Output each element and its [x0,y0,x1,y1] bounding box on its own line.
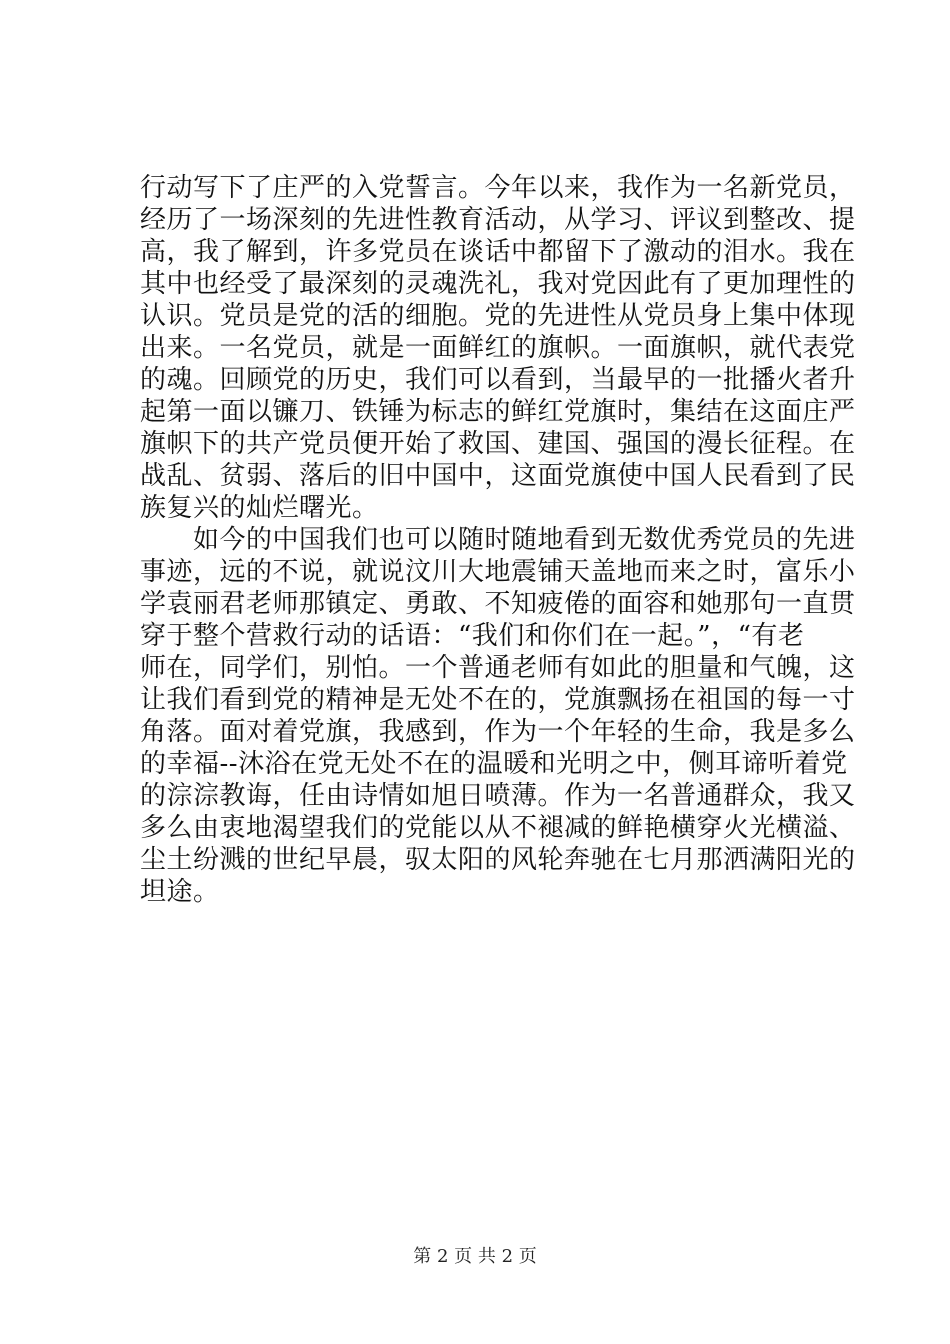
body-text [140,172,856,908]
text-line: 经历了一场深刻的先进性教育活动，从学习、评议到整改、提 [140,205,856,235]
text-line: 认识。党员是党的活的细胞。党的先进性从党员身上集中体现 [140,301,856,331]
text-line: 旗帜下的共产党员便开始了救国、建国、强国的漫长征程。在 [140,429,856,459]
text-line: 如今的中国我们也可以随时随地看到无数优秀党员的先进 [140,525,856,555]
text-line: 出来。一名党员，就是一面鲜红的旗帜。一面旗帜，就代表党 [140,333,856,363]
text-line: 起第一面以镰刀、铁锤为标志的鲜红党旗时，集结在这面庄严 [140,397,856,427]
text-line: 师在，同学们，别怕。一个普通老师有如此的胆量和气魄，这 [140,653,856,683]
text-line: 的幸福--沐浴在党无处不在的温暖和光明之中，侧耳谛听着党 [140,749,848,779]
page-footer [0,1246,950,1268]
text-line: 学袁丽君老师那镇定、勇敢、不知疲倦的面容和她那句一直贯 [140,589,856,619]
text-line: 的魂。回顾党的历史，我们可以看到，当最早的一批播火者升 [140,365,856,395]
text-line: 多么由衷地渴望我们的党能以从不褪减的鲜艳横穿火光横溢、 [140,813,856,843]
text-line: 族复兴的灿烂曙光。 [140,493,379,523]
text-line: 的淙淙教诲，任由诗情如旭日喷薄。作为一名普通群众，我又 [140,781,856,811]
text-line: 尘土纷溅的世纪早晨，驭太阳的风轮奔驰在七月那洒满阳光的 [140,845,856,875]
text-line: 战乱、贫弱、落后的旧中国中，这面党旗使中国人民看到了民 [140,461,856,491]
text-line: 穿于整个营救行动的话语：“我们和你们在一起。”，“有老 [140,621,805,651]
text-line: 坦途。 [140,877,220,907]
page-number-label: 第 2 页 共 2 页 [413,1246,537,1267]
text-line: 让我们看到党的精神是无处不在的，党旗飘扬在祖国的每一寸 [140,685,856,715]
text-line: 行动写下了庄严的入党誓言。今年以来，我作为一名新党员， [140,173,856,203]
text-line: 角落。面对着党旗，我感到，作为一个年轻的生命，我是多么 [140,717,856,747]
text-line: 其中也经受了最深刻的灵魂洗礼，我对党因此有了更加理性的 [140,269,856,299]
text-line: 事迹，远的不说，就说汶川大地震铺天盖地而来之时，富乐小 [140,557,856,587]
text-line: 高，我了解到，许多党员在谈话中都留下了激动的泪水。我在 [140,237,856,267]
